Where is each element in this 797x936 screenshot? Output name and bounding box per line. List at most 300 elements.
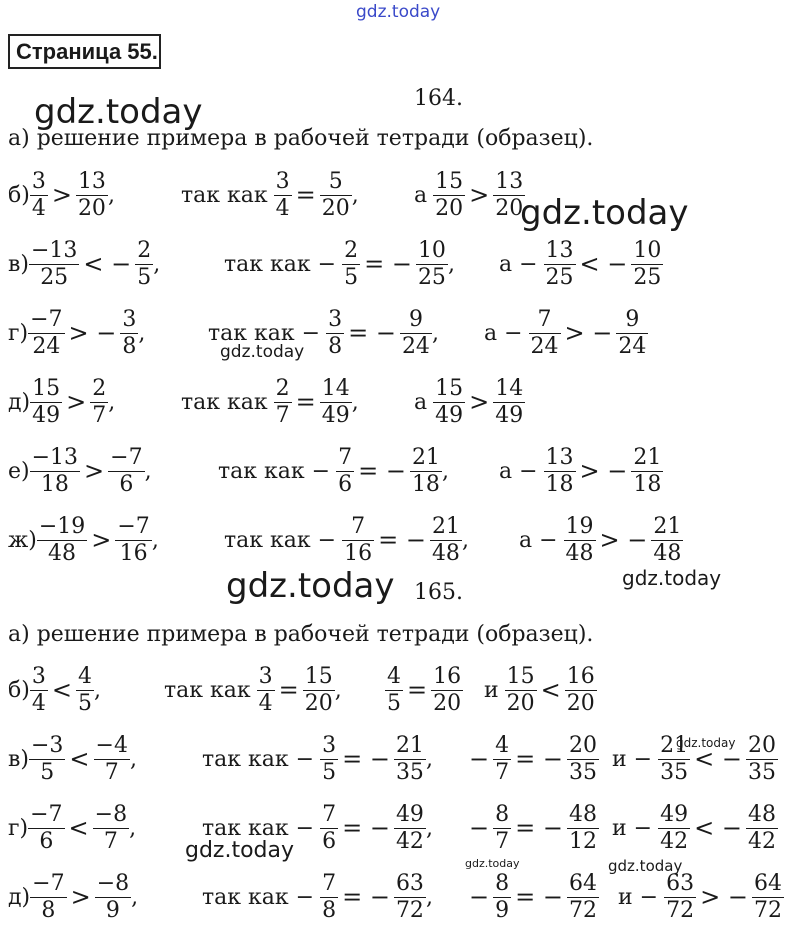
relation-sign: > − [599, 526, 648, 554]
equals-sign: = − [342, 814, 390, 842]
and-text: и − [618, 884, 659, 910]
page-label: Страница 55. [8, 34, 161, 69]
denominator: 6 [108, 471, 144, 498]
numerator: 3 [31, 168, 46, 194]
task-164-number: 164. [414, 86, 463, 111]
numerator: −4 [95, 732, 128, 758]
numerator: 2 [92, 375, 107, 401]
equals-sign: = − [515, 745, 563, 773]
fraction [564, 514, 596, 567]
numerator: 13 [77, 168, 106, 194]
item-label: г) [8, 815, 29, 841]
left-expression [8, 724, 137, 794]
denominator: 20 [77, 195, 106, 221]
fraction [30, 445, 80, 498]
fraction [336, 445, 354, 498]
equals-sign: = − [342, 883, 390, 911]
comma: , [107, 182, 115, 208]
fraction [505, 664, 537, 717]
fraction [430, 514, 462, 567]
denominator: 35 [660, 759, 689, 785]
denominator: 72 [753, 897, 782, 923]
fraction [567, 871, 599, 924]
numerator: 16 [566, 663, 595, 689]
denominator: 25 [545, 264, 574, 290]
result-expression [408, 367, 525, 437]
task-165-row [0, 655, 797, 725]
relation-sign: > − [564, 319, 613, 347]
task-164-row [0, 229, 797, 299]
comma: , [425, 746, 433, 772]
watermark: gdz.today [622, 566, 722, 590]
relation-sign: > [91, 526, 112, 554]
fraction [385, 664, 403, 717]
fraction [616, 307, 648, 360]
task-164-row [0, 160, 797, 230]
fraction [658, 802, 690, 855]
result-expression [612, 862, 784, 932]
because-text: так как [181, 389, 268, 415]
second-reason-expression [465, 724, 599, 794]
relation-sign: < [540, 676, 561, 704]
equals-sign: = − [515, 883, 563, 911]
denominator: 48 [565, 540, 594, 566]
denominator: 35 [395, 759, 424, 785]
result-expression [513, 505, 683, 575]
fraction [394, 802, 426, 855]
fraction [416, 238, 448, 291]
numerator: 2 [275, 375, 290, 401]
relation-sign: < − [83, 250, 132, 278]
equals-sign: = [278, 676, 299, 704]
item-label: д) [8, 884, 31, 910]
fraction [29, 733, 65, 786]
denominator: 8 [322, 897, 337, 923]
denominator: 6 [338, 471, 353, 497]
and-text: а − [499, 458, 538, 484]
numerator: 21 [633, 444, 662, 470]
because-text: так как − [224, 251, 337, 277]
denominator: 9 [95, 897, 131, 924]
watermark: gdz.today [608, 857, 683, 875]
numerator: 7 [322, 870, 337, 896]
fraction [433, 169, 465, 222]
equals-sign: = − [358, 457, 406, 485]
item-label: д) [8, 389, 31, 415]
denominator: 5 [322, 759, 337, 785]
fraction [493, 802, 511, 855]
task-165-number: 165. [414, 580, 463, 605]
numerator: 49 [395, 801, 424, 827]
denominator: 7 [94, 759, 130, 786]
denominator: 24 [28, 333, 64, 360]
relation-sign: < [51, 676, 72, 704]
numerator: 2 [344, 237, 359, 263]
fraction [529, 307, 561, 360]
comma: , [425, 884, 433, 910]
numerator: −8 [94, 801, 128, 827]
fraction [746, 802, 778, 855]
denominator: 7 [275, 402, 290, 428]
fraction [342, 238, 360, 291]
denominator: 7 [92, 402, 107, 428]
fraction [28, 307, 64, 360]
fraction [752, 871, 784, 924]
numerator: 3 [275, 168, 290, 194]
watermark: gdz.today [226, 566, 395, 606]
fraction [37, 514, 87, 567]
item-label: в) [8, 251, 29, 277]
fraction [394, 733, 426, 786]
relation-sign: > [469, 388, 490, 416]
fraction [30, 376, 62, 429]
fraction [274, 169, 292, 222]
relation-sign: < − [694, 814, 742, 842]
numerator: −8 [96, 870, 130, 896]
denominator: 25 [633, 264, 662, 290]
watermark-top: gdz.today [356, 2, 441, 22]
numerator: 10 [633, 237, 662, 263]
comma: , [431, 320, 439, 346]
denominator: 18 [633, 471, 662, 497]
fraction [631, 238, 663, 291]
task-165-line-a: а) решение примера в рабочей тетради (образец). [8, 622, 594, 647]
fraction [544, 238, 576, 291]
numerator: 16 [433, 663, 462, 689]
denominator: 20 [506, 690, 535, 716]
numerator: 64 [568, 870, 597, 896]
comma: , [447, 251, 455, 277]
denominator: 12 [568, 828, 597, 854]
fraction [95, 871, 131, 924]
numerator: 21 [431, 513, 460, 539]
task-165-row [0, 724, 797, 794]
fraction [410, 445, 442, 498]
and-text: а − [519, 527, 558, 553]
denominator: 20 [304, 690, 333, 716]
comma: , [129, 815, 137, 841]
denominator: 5 [137, 264, 152, 290]
relation-sign: > − [579, 457, 628, 485]
fraction [320, 733, 338, 786]
numerator: 49 [660, 801, 689, 827]
fraction [274, 376, 292, 429]
because-text: так как − [202, 746, 315, 772]
left-expression [8, 229, 160, 299]
left-expression [8, 862, 138, 932]
denominator: 48 [37, 540, 87, 567]
comma: , [108, 389, 116, 415]
numerator: 13 [545, 444, 574, 470]
numerator: 9 [408, 306, 423, 332]
fraction [257, 664, 275, 717]
fraction [135, 238, 153, 291]
numerator: 48 [568, 801, 597, 827]
denominator: 4 [31, 690, 46, 716]
result-expression [606, 793, 778, 863]
relation-sign: > [469, 181, 490, 209]
denominator: 16 [115, 540, 151, 567]
denominator: 9 [495, 897, 510, 923]
numerator: 63 [395, 870, 424, 896]
numerator: 3 [258, 663, 273, 689]
numerator: 20 [568, 732, 597, 758]
denominator: 18 [545, 471, 574, 497]
fraction [30, 871, 66, 924]
denominator: 24 [618, 333, 647, 359]
numerator: 8 [495, 801, 510, 827]
numerator: 10 [417, 237, 446, 263]
numerator: 4 [495, 732, 510, 758]
because-text: так как − [218, 458, 331, 484]
fraction [303, 664, 335, 717]
denominator: 49 [435, 402, 464, 428]
comma: , [153, 251, 161, 277]
task-164-row [0, 367, 797, 437]
fraction [631, 445, 663, 498]
watermark: gdz.today [220, 342, 305, 362]
numerator: 21 [660, 732, 689, 758]
denominator: 25 [417, 264, 446, 290]
denominator: 5 [387, 690, 401, 716]
fraction [115, 514, 151, 567]
denominator: 48 [431, 540, 460, 566]
denominator: 20 [435, 195, 464, 221]
equals-sign: = − [348, 319, 396, 347]
reason-expression [202, 298, 439, 368]
fraction [94, 733, 130, 786]
fraction [120, 307, 138, 360]
left-expression [8, 655, 101, 725]
minus-sign: − [469, 814, 490, 842]
watermark: gdz.today [185, 838, 295, 863]
fraction [493, 169, 525, 222]
fraction [30, 169, 48, 222]
fraction [30, 664, 48, 717]
fraction [76, 169, 108, 222]
result-expression [493, 229, 663, 299]
denominator: 20 [566, 690, 595, 716]
numerator: 3 [322, 732, 337, 758]
equals-sign: = − [342, 745, 390, 773]
reason-expression [218, 505, 469, 575]
item-label: б) [8, 182, 30, 208]
fraction [651, 514, 683, 567]
numerator: 7 [351, 513, 366, 539]
because-text: так как − [202, 815, 315, 841]
equals-sign: = − [515, 814, 563, 842]
left-expression [8, 505, 159, 575]
numerator: 3 [31, 663, 46, 689]
left-expression [8, 367, 115, 437]
relation-sign: > [84, 457, 105, 485]
because-text: так как [181, 182, 268, 208]
numerator: 4 [387, 663, 401, 689]
numerator: −7 [30, 306, 63, 332]
fraction [433, 376, 465, 429]
denominator: 5 [344, 264, 359, 290]
reason-expression [175, 367, 359, 437]
numerator: 8 [495, 870, 510, 896]
numerator: 3 [328, 306, 343, 332]
because-text: так как − [202, 884, 315, 910]
task-164-row [0, 436, 797, 506]
denominator: 42 [660, 828, 689, 854]
equals-sign: = [295, 388, 316, 416]
numerator: 2 [137, 237, 152, 263]
fraction [394, 871, 426, 924]
relation-sign: < [68, 814, 89, 842]
reason-expression [212, 436, 449, 506]
and-text: а [414, 182, 428, 208]
numerator: 15 [435, 168, 464, 194]
and-text: и − [612, 746, 653, 772]
denominator: 20 [495, 195, 524, 221]
fraction [320, 802, 338, 855]
fraction [90, 376, 108, 429]
reason-expression [196, 793, 433, 863]
numerator: 21 [395, 732, 424, 758]
fraction [76, 664, 94, 717]
numerator: 15 [32, 375, 61, 401]
denominator: 4 [31, 195, 46, 221]
left-expression [8, 298, 145, 368]
numerator: 13 [545, 237, 574, 263]
relation-sign: < − [694, 745, 742, 773]
fraction [320, 169, 352, 222]
relation-sign: > − [700, 883, 748, 911]
numerator: 9 [625, 306, 640, 332]
denominator: 24 [530, 333, 559, 359]
numerator: 15 [506, 663, 535, 689]
comma: , [351, 389, 359, 415]
relation-sign: > [66, 388, 87, 416]
and-text: и − [612, 815, 653, 841]
relation-sign: < − [579, 250, 628, 278]
fraction [567, 802, 599, 855]
reason-expression [218, 229, 455, 299]
numerator: 14 [495, 375, 524, 401]
task-165-row [0, 793, 797, 863]
denominator: 7 [93, 828, 129, 855]
denominator: 20 [321, 195, 350, 221]
equals-sign: = − [378, 526, 426, 554]
numerator: 64 [753, 870, 782, 896]
numerator: −13 [31, 444, 79, 470]
item-label: г) [8, 320, 29, 346]
relation-sign: > [70, 883, 91, 911]
fraction [544, 445, 576, 498]
comma: , [334, 677, 342, 703]
denominator: 42 [395, 828, 424, 854]
and-text: а − [484, 320, 523, 346]
task-164-row [0, 505, 797, 575]
fraction [320, 871, 338, 924]
second-reason-expression [465, 793, 599, 863]
comma: , [151, 527, 159, 553]
and-text: а [414, 389, 428, 415]
relation-sign: > [51, 181, 72, 209]
denominator: 6 [28, 828, 64, 855]
left-expression [8, 436, 152, 506]
and-text: и [484, 677, 499, 703]
denominator: 25 [29, 264, 79, 291]
task-164-line-a: а) решение примера в рабочей тетради (образец). [8, 126, 594, 151]
task-164-row [0, 298, 797, 368]
equals-sign: = [295, 181, 316, 209]
denominator: 8 [328, 333, 343, 359]
numerator: −3 [30, 732, 64, 758]
left-expression [8, 160, 115, 230]
comma: , [441, 458, 449, 484]
second-reason-expression [465, 862, 599, 932]
denominator: 8 [122, 333, 137, 359]
denominator: 35 [568, 759, 597, 785]
left-expression [8, 793, 136, 863]
equals-sign: = [407, 676, 428, 704]
denominator: 4 [275, 195, 290, 221]
numerator: 21 [411, 444, 440, 470]
numerator: 15 [435, 375, 464, 401]
fraction [28, 802, 64, 855]
minus-sign: − [469, 883, 490, 911]
comma: , [93, 677, 101, 703]
numerator: 7 [322, 801, 337, 827]
fraction [493, 871, 511, 924]
fraction [29, 238, 79, 291]
fraction [93, 802, 129, 855]
watermark: gdz.today [676, 736, 736, 750]
numerator: 7 [338, 444, 353, 470]
denominator: 18 [411, 471, 440, 497]
fraction [746, 733, 778, 786]
denominator: 72 [395, 897, 424, 923]
numerator: −7 [30, 801, 63, 827]
fraction [400, 307, 432, 360]
fraction [567, 733, 599, 786]
comma: , [131, 884, 139, 910]
item-label: ж) [8, 527, 37, 553]
numerator: 63 [666, 870, 695, 896]
task-165-row [0, 862, 797, 932]
numerator: −7 [32, 870, 65, 896]
reason-expression [175, 160, 359, 230]
fraction [658, 733, 690, 786]
denominator: 18 [30, 471, 80, 498]
comma: , [425, 815, 433, 841]
denominator: 5 [77, 690, 92, 716]
fraction [342, 514, 374, 567]
because-text: так как [164, 677, 251, 703]
reason-expression [196, 724, 433, 794]
result-expression [478, 655, 597, 725]
relation-sign: < [69, 745, 90, 773]
and-text: а − [499, 251, 538, 277]
fraction [326, 307, 344, 360]
fraction [320, 376, 352, 429]
denominator: 7 [495, 759, 510, 785]
item-label: е) [8, 458, 30, 484]
numerator: 19 [565, 513, 594, 539]
fraction [108, 445, 144, 498]
item-label: б) [8, 677, 30, 703]
numerator: 48 [747, 801, 776, 827]
item-label: в) [8, 746, 29, 772]
comma: , [351, 182, 359, 208]
denominator: 5 [29, 759, 65, 786]
denominator: 72 [666, 897, 695, 923]
numerator: 21 [653, 513, 682, 539]
